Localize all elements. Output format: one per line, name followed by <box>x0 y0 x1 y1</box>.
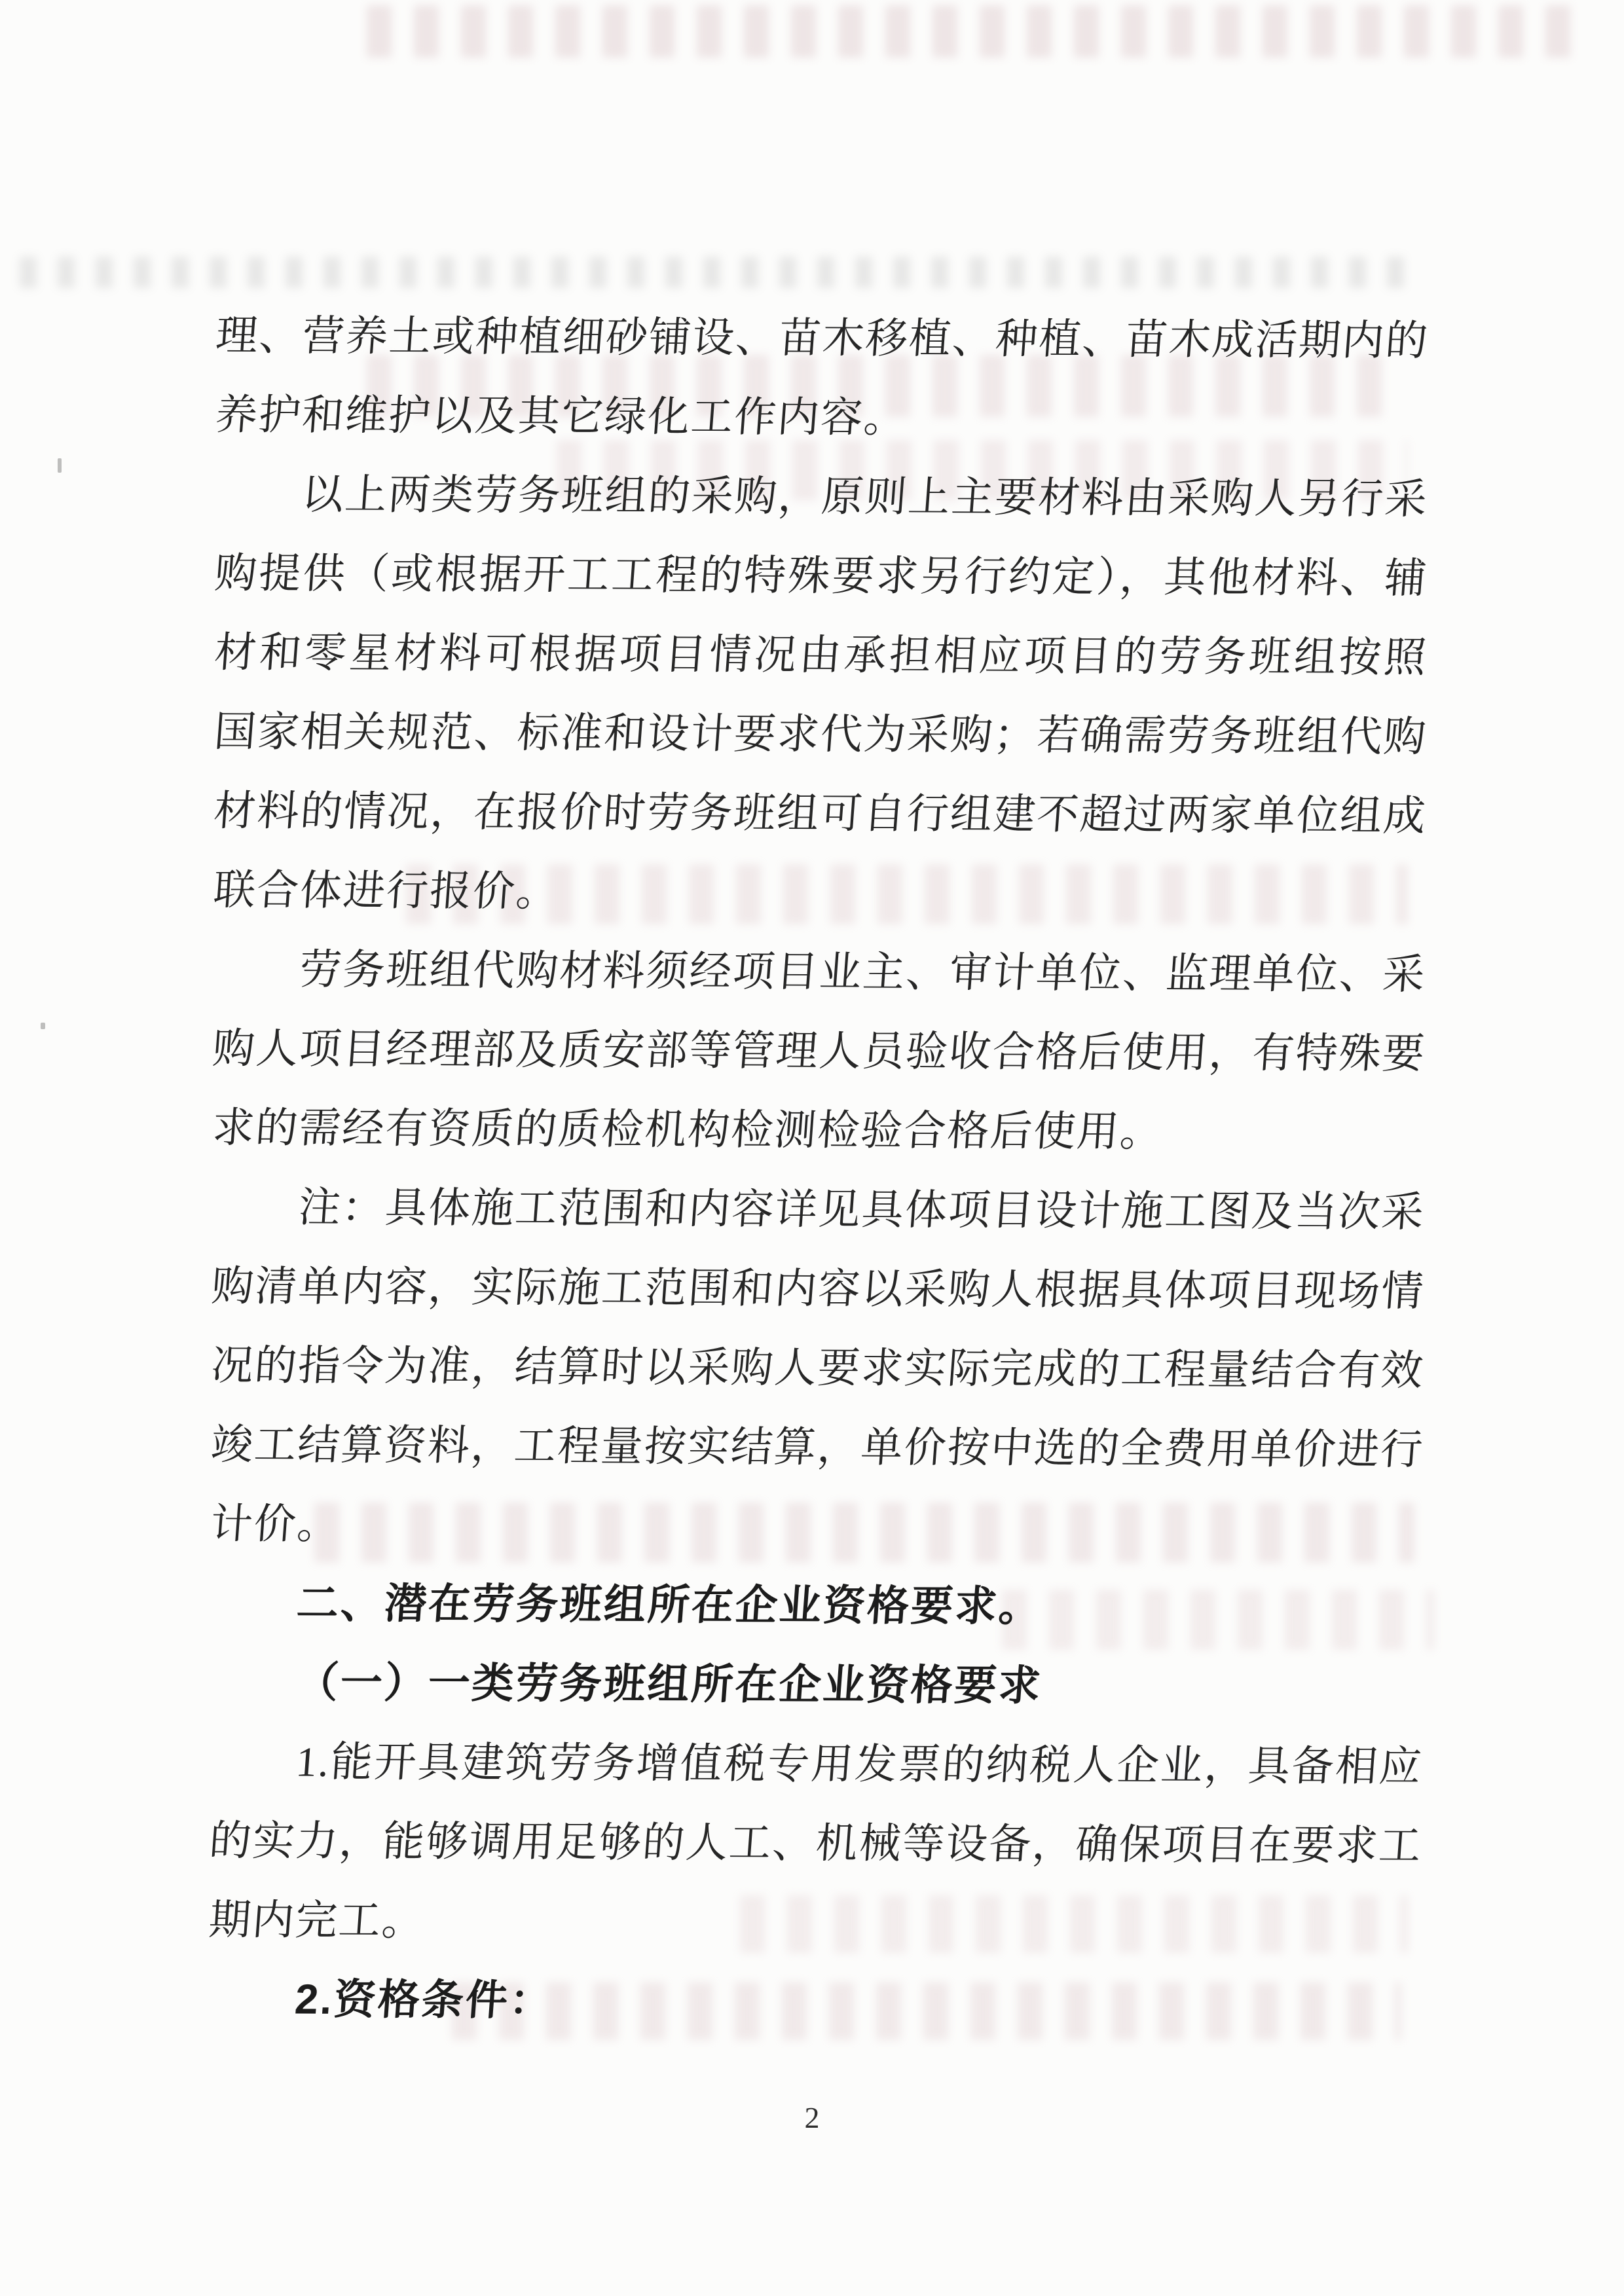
scan-speck <box>41 1023 45 1029</box>
text-line: 竣工结算资料，工程量按实结算，单价按中选的全费用单价进行 <box>209 1421 1426 1474</box>
text-line: 购清单内容，实际施工范围和内容以采购人根据具体项目现场情 <box>210 1262 1427 1315</box>
text-line: 期内完工。 <box>207 1896 427 1944</box>
text-line: 理、营养土或种植细砂铺设、苗木移植、种植、苗木成活期内的 <box>214 312 1431 365</box>
bleed-through-smudge <box>20 257 1414 288</box>
text-block <box>208 296 1429 2044</box>
text-line: （一）一类劳务班组所在企业资格要求 <box>295 1659 1044 1709</box>
text-line: 国家相关规范、标准和设计要求代为采购；若确需劳务班组代购 <box>212 708 1429 761</box>
text-line: 养护和维护以及其它绿化工作内容。 <box>213 392 909 441</box>
bleed-through-smudge <box>367 5 1572 58</box>
text-line: 劳务班组代购材料须经项目业主、审计单位、监理单位、采 <box>297 946 1428 998</box>
scan-speck <box>58 458 62 473</box>
text-line: 联合体进行报价。 <box>212 867 561 915</box>
text-line: 购提供（或根据开工工程的特殊要求另行约定），其他材料、辅 <box>213 550 1430 602</box>
text-line: 注：具体施工范围和内容详见具体项目设计施工图及当次采 <box>297 1184 1427 1236</box>
text-line: 求的需经有资质的质检机构检测检验合格后使用。 <box>210 1104 1166 1156</box>
text-line: 1.能开具建筑劳务增值税专用发票的纳税人企业，具备相应 <box>294 1738 1424 1791</box>
page-number: 2 <box>804 2101 820 2134</box>
text-line: 况的指令为准，结算时以采购人要求实际完成的工程量结合有效 <box>210 1341 1426 1394</box>
text-line: 购人项目经理部及质安部等管理人员验收合格后使用，有特殊要 <box>211 1025 1428 1078</box>
text-line: 计价。 <box>209 1500 342 1548</box>
text-line: 材和零星材料可根据项目情况由承担相应项目的劳务班组按照 <box>212 629 1430 682</box>
text-line: 的实力，能够调用足够的人工、机械等设备，确保项目在要求工 <box>208 1817 1424 1870</box>
text-line: 材料的情况，在报价时劳务班组可自行组建不超过两家单位组成 <box>212 788 1429 840</box>
text-line: 以上两类劳务班组的采购，原则上主要材料由采购人另行采 <box>300 471 1430 523</box>
text-line: 2.资格条件： <box>293 1975 555 2024</box>
text-line: 二、潜在劳务班组所在企业资格要求。 <box>295 1579 1044 1630</box>
